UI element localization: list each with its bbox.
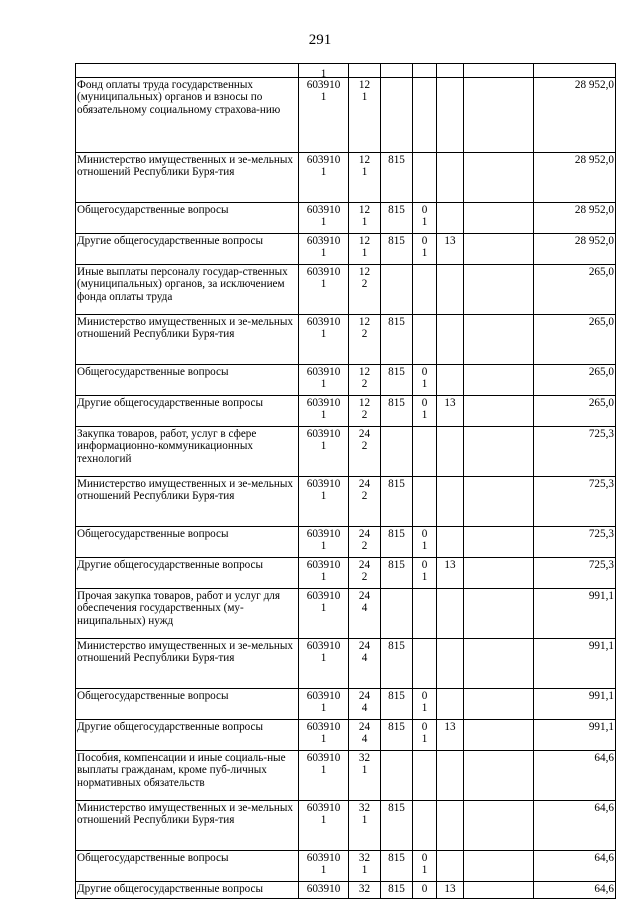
table-row xyxy=(76,720,616,751)
row-code-cell: 603910 1 xyxy=(299,689,349,720)
row-subsection-cell xyxy=(437,851,464,882)
table-row xyxy=(76,315,616,365)
row-name-cell: Другие общегосударственные вопросы xyxy=(76,882,299,899)
row-sum-cell: 725,3 xyxy=(534,427,616,477)
row-sum-cell: 725,3 xyxy=(534,558,616,589)
row-code-cell: 603910 1 xyxy=(299,153,349,203)
row-sum-cell: 64,6 xyxy=(534,801,616,851)
table-row xyxy=(76,801,616,851)
row-code-cell: 603910 1 xyxy=(299,751,349,801)
row-code-cell: 603910 1 xyxy=(299,234,349,265)
row-subsection-cell: 13 xyxy=(437,882,464,899)
row-name-cell: Общегосударственные вопросы xyxy=(76,689,299,720)
table-row xyxy=(76,558,616,589)
row-sum-cell: 991,1 xyxy=(534,689,616,720)
row-dept-cell: 815 xyxy=(381,315,413,365)
row-subcode-cell xyxy=(349,64,381,78)
row-code-cell: 603910 1 xyxy=(299,477,349,527)
row-subcode-cell: 24 2 xyxy=(349,477,381,527)
table-row xyxy=(76,882,616,899)
row-subsection-cell: 13 xyxy=(437,720,464,751)
row-dept-cell: 815 xyxy=(381,527,413,558)
row-section-cell xyxy=(413,78,437,153)
row-subcode-cell: 12 1 xyxy=(349,203,381,234)
row-name-cell: Другие общегосударственные вопросы xyxy=(76,720,299,751)
row-empty-cell xyxy=(464,527,534,558)
row-subsection-cell xyxy=(437,78,464,153)
row-dept-cell xyxy=(381,751,413,801)
table-row xyxy=(76,396,616,427)
table-row xyxy=(76,851,616,882)
row-dept-cell xyxy=(381,589,413,639)
row-subsection-cell xyxy=(437,315,464,365)
row-name-cell: Другие общегосударственные вопросы xyxy=(76,396,299,427)
row-empty-cell xyxy=(464,751,534,801)
row-empty-cell xyxy=(464,558,534,589)
table-row xyxy=(76,153,616,203)
row-dept-cell: 815 xyxy=(381,558,413,589)
row-section-cell: 0 1 xyxy=(413,396,437,427)
row-dept-cell: 815 xyxy=(381,801,413,851)
row-name-cell: Министерство имущественных и зе-мельных отношений Республики Буря-тия xyxy=(76,315,299,365)
row-dept-cell: 815 xyxy=(381,477,413,527)
table-row xyxy=(76,527,616,558)
row-section-cell: 0 1 xyxy=(413,365,437,396)
row-section-cell xyxy=(413,427,437,477)
row-sum-cell: 991,1 xyxy=(534,639,616,689)
row-name-cell: Пособия, компенсации и иные социаль-ные выплаты гражданам, кроме пуб-личных нормативных обязательств xyxy=(76,751,299,801)
row-empty-cell xyxy=(464,477,534,527)
row-sum-cell: 265,0 xyxy=(534,365,616,396)
table-body xyxy=(76,64,616,899)
row-name-cell: Общегосударственные вопросы xyxy=(76,365,299,396)
row-code-cell: 603910 1 xyxy=(299,558,349,589)
row-code-cell: 603910 1 xyxy=(299,427,349,477)
row-subcode-cell: 12 1 xyxy=(349,234,381,265)
row-subsection-cell xyxy=(437,477,464,527)
row-dept-cell xyxy=(381,427,413,477)
row-name-cell: Министерство имущественных и зе-мельных отношений Республики Буря-тия xyxy=(76,801,299,851)
row-name-cell: Общегосударственные вопросы xyxy=(76,203,299,234)
row-empty-cell xyxy=(464,396,534,427)
row-sum-cell: 28 952,0 xyxy=(534,234,616,265)
row-name-cell: Фонд оплаты труда государственных (муниципальных) органов и взносы по обязательному социальному страхова-нию xyxy=(76,78,299,153)
row-code-cell: 603910 xyxy=(299,882,349,899)
row-code-cell: 603910 1 xyxy=(299,639,349,689)
row-empty-cell xyxy=(464,720,534,751)
row-name-cell: Прочая закупка товаров, работ и услуг для обеспечения государственных (му-ниципальных) нужд xyxy=(76,589,299,639)
row-dept-cell: 815 xyxy=(381,882,413,899)
row-empty-cell xyxy=(464,689,534,720)
row-empty-cell xyxy=(464,234,534,265)
row-code-cell: 1 xyxy=(299,64,349,78)
row-subsection-cell xyxy=(437,589,464,639)
row-subsection-cell xyxy=(437,427,464,477)
page-number: 291 xyxy=(308,32,332,48)
row-subcode-cell: 12 1 xyxy=(349,153,381,203)
table-row xyxy=(76,639,616,689)
row-section-cell xyxy=(413,64,437,78)
table-row xyxy=(76,751,616,801)
row-subcode-cell: 12 2 xyxy=(349,315,381,365)
row-code-cell: 603910 1 xyxy=(299,527,349,558)
table-row xyxy=(76,477,616,527)
row-name-cell: Другие общегосударственные вопросы xyxy=(76,558,299,589)
row-name-cell: Иные выплаты персоналу государ-ственных (муниципальных) органов, за исключением фонда оплаты труда xyxy=(76,265,299,315)
row-dept-cell xyxy=(381,265,413,315)
table-row xyxy=(76,78,616,153)
row-name-cell: Министерство имущественных и зе-мельных отношений Республики Буря-тия xyxy=(76,639,299,689)
row-subsection-cell xyxy=(437,64,464,78)
row-empty-cell xyxy=(464,589,534,639)
row-subcode-cell: 24 4 xyxy=(349,689,381,720)
row-empty-cell xyxy=(464,315,534,365)
row-subcode-cell: 24 4 xyxy=(349,589,381,639)
row-section-cell xyxy=(413,477,437,527)
table-row xyxy=(76,64,616,78)
row-subcode-cell: 12 2 xyxy=(349,265,381,315)
row-name-cell: Другие общегосударственные вопросы xyxy=(76,234,299,265)
row-sum-cell: 265,0 xyxy=(534,315,616,365)
row-dept-cell xyxy=(381,78,413,153)
row-dept-cell: 815 xyxy=(381,365,413,396)
row-empty-cell xyxy=(464,265,534,315)
table-row xyxy=(76,203,616,234)
row-sum-cell: 725,3 xyxy=(534,527,616,558)
row-section-cell: 0 1 xyxy=(413,234,437,265)
row-subcode-cell: 32 xyxy=(349,882,381,899)
row-empty-cell xyxy=(464,882,534,899)
budget-table xyxy=(75,63,616,899)
row-sum-cell: 265,0 xyxy=(534,396,616,427)
row-empty-cell xyxy=(464,153,534,203)
row-subcode-cell: 32 1 xyxy=(349,851,381,882)
row-subcode-cell: 32 1 xyxy=(349,801,381,851)
row-subsection-cell xyxy=(437,153,464,203)
row-name-cell: Министерство имущественных и зе-мельных отношений Республики Буря-тия xyxy=(76,477,299,527)
row-empty-cell xyxy=(464,639,534,689)
row-section-cell: 0 1 xyxy=(413,851,437,882)
row-subsection-cell: 13 xyxy=(437,558,464,589)
row-code-cell: 603910 1 xyxy=(299,396,349,427)
row-section-cell xyxy=(413,589,437,639)
row-dept-cell: 815 xyxy=(381,720,413,751)
row-sum-cell: 64,6 xyxy=(534,751,616,801)
row-subcode-cell: 12 2 xyxy=(349,365,381,396)
row-section-cell: 0 1 xyxy=(413,558,437,589)
row-subcode-cell: 24 2 xyxy=(349,527,381,558)
row-sum-cell: 28 952,0 xyxy=(534,203,616,234)
row-subcode-cell: 24 2 xyxy=(349,427,381,477)
row-sum-cell xyxy=(534,64,616,78)
row-dept-cell: 815 xyxy=(381,689,413,720)
row-name-cell: Общегосударственные вопросы xyxy=(76,527,299,558)
row-code-cell: 603910 1 xyxy=(299,315,349,365)
row-sum-cell: 265,0 xyxy=(534,265,616,315)
row-subcode-cell: 12 1 xyxy=(349,78,381,153)
table-row xyxy=(76,265,616,315)
row-subsection-cell xyxy=(437,365,464,396)
row-subsection-cell xyxy=(437,639,464,689)
row-empty-cell xyxy=(464,851,534,882)
row-section-cell: 0 1 xyxy=(413,689,437,720)
row-sum-cell: 28 952,0 xyxy=(534,78,616,153)
row-empty-cell xyxy=(464,78,534,153)
table-row xyxy=(76,365,616,396)
row-subcode-cell: 24 2 xyxy=(349,558,381,589)
row-dept-cell: 815 xyxy=(381,234,413,265)
row-subsection-cell xyxy=(437,751,464,801)
row-subsection-cell xyxy=(437,265,464,315)
row-dept-cell: 815 xyxy=(381,639,413,689)
row-name-cell: Закупка товаров, работ, услуг в сфере информационно-коммуникационных технологий xyxy=(76,427,299,477)
row-code-cell: 603910 1 xyxy=(299,365,349,396)
row-code-cell: 603910 1 xyxy=(299,78,349,153)
row-dept-cell: 815 xyxy=(381,396,413,427)
row-section-cell xyxy=(413,315,437,365)
row-sum-cell: 991,1 xyxy=(534,589,616,639)
row-name-cell xyxy=(76,64,299,78)
row-subsection-cell xyxy=(437,203,464,234)
row-dept-cell: 815 xyxy=(381,851,413,882)
row-subsection-cell: 13 xyxy=(437,396,464,427)
row-sum-cell: 991,1 xyxy=(534,720,616,751)
table-row xyxy=(76,589,616,639)
row-subcode-cell: 32 1 xyxy=(349,751,381,801)
row-sum-cell: 28 952,0 xyxy=(534,153,616,203)
row-sum-cell: 725,3 xyxy=(534,477,616,527)
row-subsection-cell xyxy=(437,527,464,558)
row-code-cell: 603910 1 xyxy=(299,203,349,234)
row-code-cell: 603910 1 xyxy=(299,851,349,882)
row-subcode-cell: 24 4 xyxy=(349,639,381,689)
row-section-cell: 0 1 xyxy=(413,203,437,234)
row-name-cell: Министерство имущественных и зе-мельных отношений Республики Буря-тия xyxy=(76,153,299,203)
table-row xyxy=(76,689,616,720)
table-row xyxy=(76,234,616,265)
row-dept-cell xyxy=(381,64,413,78)
row-code-cell: 603910 1 xyxy=(299,801,349,851)
row-empty-cell xyxy=(464,801,534,851)
row-code-cell: 603910 1 xyxy=(299,720,349,751)
row-empty-cell xyxy=(464,365,534,396)
row-subsection-cell xyxy=(437,801,464,851)
row-section-cell xyxy=(413,751,437,801)
row-section-cell xyxy=(413,153,437,203)
row-empty-cell xyxy=(464,427,534,477)
row-section-cell: 0 xyxy=(413,882,437,899)
table-row xyxy=(76,427,616,477)
row-empty-cell xyxy=(464,203,534,234)
row-code-cell: 603910 1 xyxy=(299,589,349,639)
row-subcode-cell: 24 4 xyxy=(349,720,381,751)
row-section-cell: 0 1 xyxy=(413,720,437,751)
row-section-cell xyxy=(413,639,437,689)
row-section-cell: 0 1 xyxy=(413,527,437,558)
row-sum-cell: 64,6 xyxy=(534,882,616,899)
row-section-cell xyxy=(413,801,437,851)
row-dept-cell: 815 xyxy=(381,153,413,203)
row-subsection-cell xyxy=(437,689,464,720)
row-section-cell xyxy=(413,265,437,315)
row-code-cell: 603910 1 xyxy=(299,265,349,315)
row-sum-cell: 64,6 xyxy=(534,851,616,882)
row-subcode-cell: 12 2 xyxy=(349,396,381,427)
row-name-cell: Общегосударственные вопросы xyxy=(76,851,299,882)
row-subsection-cell: 13 xyxy=(437,234,464,265)
row-dept-cell: 815 xyxy=(381,203,413,234)
row-empty-cell xyxy=(464,64,534,78)
